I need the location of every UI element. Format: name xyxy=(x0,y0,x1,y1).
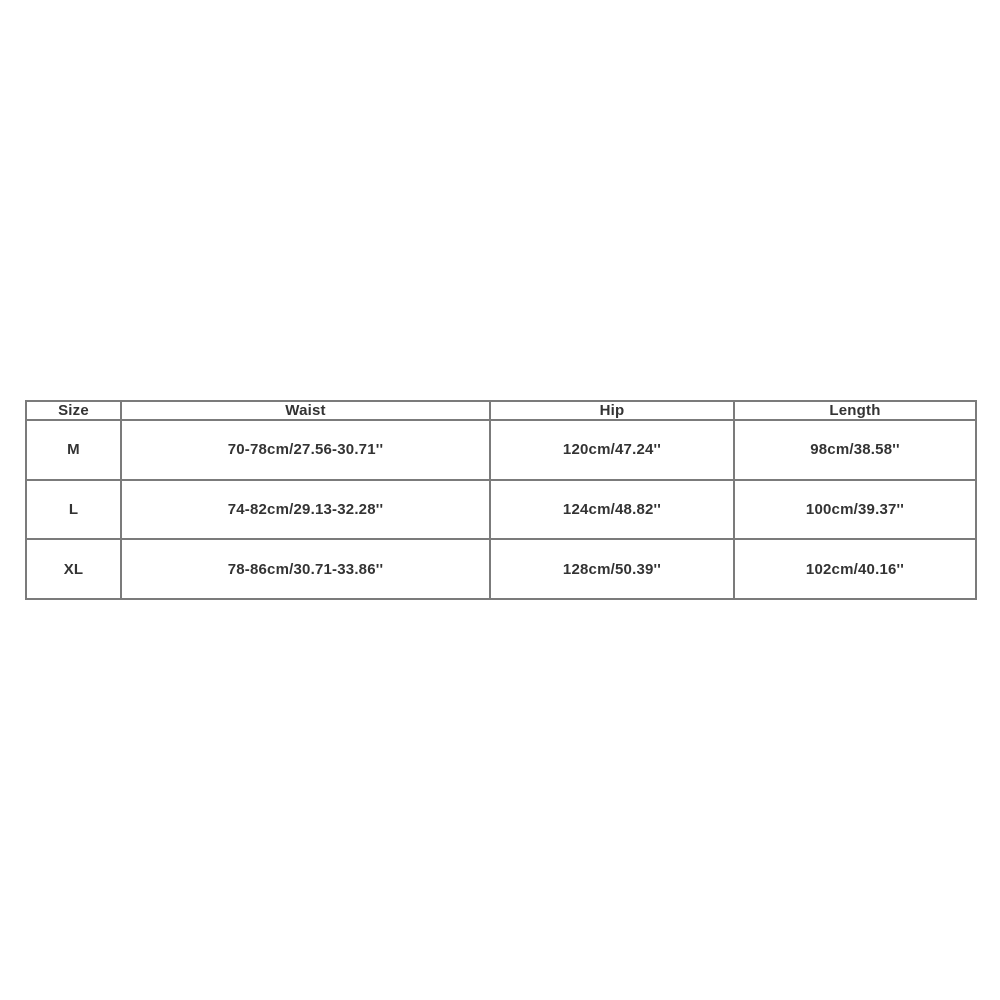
header-row xyxy=(26,401,976,420)
column-header-size: Size xyxy=(26,401,121,420)
cell-length-m: 98cm/38.58'' xyxy=(734,420,976,480)
column-header-hip: Hip xyxy=(490,401,734,420)
cell-hip-l: 124cm/48.82'' xyxy=(490,480,734,540)
size-chart-table xyxy=(25,400,977,600)
cell-length-l: 100cm/39.37'' xyxy=(734,480,976,540)
cell-length-xl: 102cm/40.16'' xyxy=(734,539,976,599)
cell-hip-m: 120cm/47.24'' xyxy=(490,420,734,480)
column-header-waist: Waist xyxy=(121,401,490,420)
table-row-m xyxy=(26,420,976,480)
table-row-xl xyxy=(26,539,976,599)
column-header-length: Length xyxy=(734,401,976,420)
cell-size-l: L xyxy=(26,480,121,540)
cell-size-m: M xyxy=(26,420,121,480)
table-row-l xyxy=(26,480,976,540)
cell-waist-xl: 78-86cm/30.71-33.86'' xyxy=(121,539,490,599)
cell-waist-l: 74-82cm/29.13-32.28'' xyxy=(121,480,490,540)
cell-hip-xl: 128cm/50.39'' xyxy=(490,539,734,599)
cell-waist-m: 70-78cm/27.56-30.71'' xyxy=(121,420,490,480)
cell-size-xl: XL xyxy=(26,539,121,599)
